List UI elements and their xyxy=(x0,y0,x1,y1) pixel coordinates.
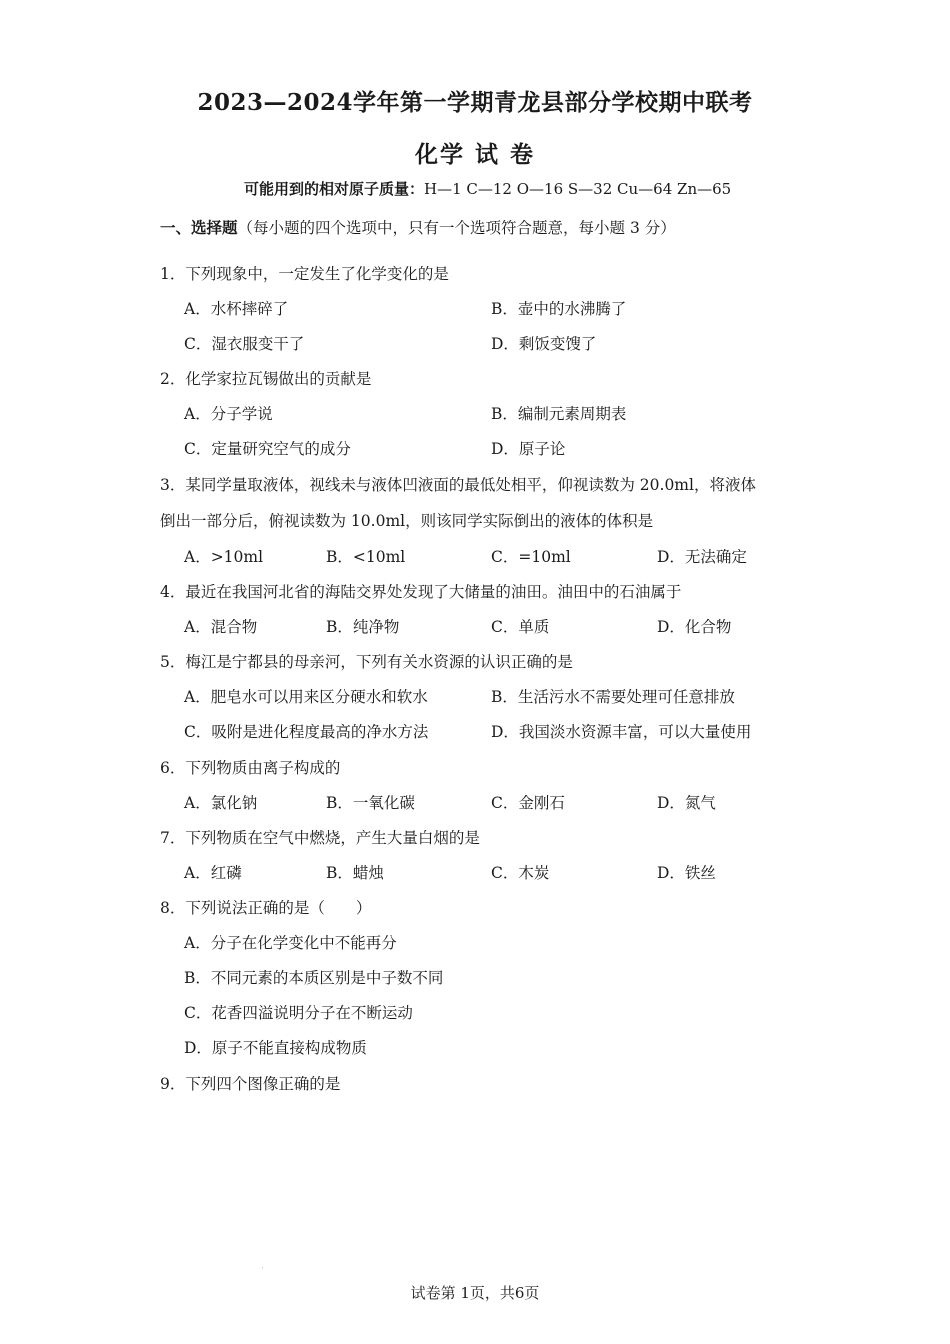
q2-option-d: D．原子论 xyxy=(491,440,566,458)
q3-option-c: C．=10ml xyxy=(491,548,571,566)
q6-option-b: B．一氧化碳 xyxy=(326,794,415,812)
section-title: 一、选择题 xyxy=(160,218,238,237)
q3-option-a: A．>10ml xyxy=(184,548,264,566)
q7-option-c: C．木炭 xyxy=(491,864,550,882)
q6-option-c: C．金刚石 xyxy=(491,794,565,812)
question-3-cont: 倒出一部分后，俯视读数为 10.0ml，则该同学实际倒出的液体的体积是 xyxy=(160,512,654,530)
question-9: 9．下列四个图像正确的是 xyxy=(160,1075,341,1093)
q6-option-d: D．氮气 xyxy=(657,794,716,812)
q1-option-b: B．壶中的水沸腾了 xyxy=(491,300,627,318)
q2-option-c: C．定量研究空气的成分 xyxy=(184,440,351,458)
atomic-masses-values: H—1 C—12 O—16 S—32 Cu—64 Zn—65 xyxy=(424,180,732,198)
q1-option-a: A．水杯摔碎了 xyxy=(184,300,289,318)
q8-option-b: B．不同元素的本质区别是中子数不同 xyxy=(184,969,444,987)
q6-option-a: A．氯化钠 xyxy=(184,794,258,812)
question-8: 8．下列说法正确的是（ ） xyxy=(160,899,372,917)
question-7: 7．下列物质在空气中燃烧，产生大量白烟的是 xyxy=(160,829,480,847)
q4-option-a: A．混合物 xyxy=(184,618,258,636)
q1-option-d: D．剩饭变馊了 xyxy=(491,335,597,353)
q8-option-d: D．原子不能直接构成物质 xyxy=(184,1039,367,1057)
atomic-masses-label: 可能用到的相对原子质量： xyxy=(244,180,425,198)
section-note: （每小题的四个选项中，只有一个选项符合题意，每小题 3 分） xyxy=(237,219,676,237)
q5-option-c: C．吸附是进化程度最高的净水方法 xyxy=(184,723,429,741)
page-footer: 试卷第 1页，共6页 xyxy=(410,1284,540,1302)
section-heading xyxy=(160,216,676,238)
atomic-masses xyxy=(244,178,731,199)
q4-option-b: B．纯净物 xyxy=(326,618,400,636)
question-4: 4．最近在我国河北省的海陆交界处发现了大储量的油田。油田中的石油属于 xyxy=(160,583,682,601)
q8-option-a: A．分子在化学变化中不能再分 xyxy=(184,934,397,952)
q5-option-a: A．肥皂水可以用来区分硬水和软水 xyxy=(184,688,428,706)
question-6: 6．下列物质由离子构成的 xyxy=(160,759,341,777)
q4-option-d: D．化合物 xyxy=(657,618,732,636)
question-2: 2．化学家拉瓦锡做出的贡献是 xyxy=(160,370,372,388)
q8-option-c: C．花香四溢说明分子在不断运动 xyxy=(184,1004,413,1022)
q7-option-a: A．红磷 xyxy=(184,864,242,882)
q2-option-b: B．编制元素周期表 xyxy=(491,405,627,423)
question-5: 5．梅江是宁都县的母亲河，下列有关水资源的认识正确的是 xyxy=(160,653,573,671)
q7-option-d: D．铁丝 xyxy=(657,864,716,882)
q5-option-d: D．我国淡水资源丰富，可以大量使用 xyxy=(491,723,752,741)
q3-option-b: B．<10ml xyxy=(326,548,406,566)
exam-subtitle: 化学 试 卷 xyxy=(414,141,535,168)
page-speck xyxy=(262,1267,263,1268)
q7-option-b: B．蜡烛 xyxy=(326,864,384,882)
question-3: 3．某同学量取液体，视线未与液体凹液面的最低处相平，仰视读数为 20.0ml，将液体 xyxy=(160,476,756,494)
q3-option-d: D．无法确定 xyxy=(657,548,747,566)
q5-option-b: B．生活污水不需要处理可任意排放 xyxy=(491,688,735,706)
q4-option-c: C．单质 xyxy=(491,618,550,636)
exam-title: 2023—2024学年第一学期青龙县部分学校期中联考 xyxy=(197,89,753,116)
q2-option-a: A．分子学说 xyxy=(184,405,273,423)
question-1: 1．下列现象中，一定发生了化学变化的是 xyxy=(160,265,449,283)
q1-option-c: C．湿衣服变干了 xyxy=(184,335,305,353)
